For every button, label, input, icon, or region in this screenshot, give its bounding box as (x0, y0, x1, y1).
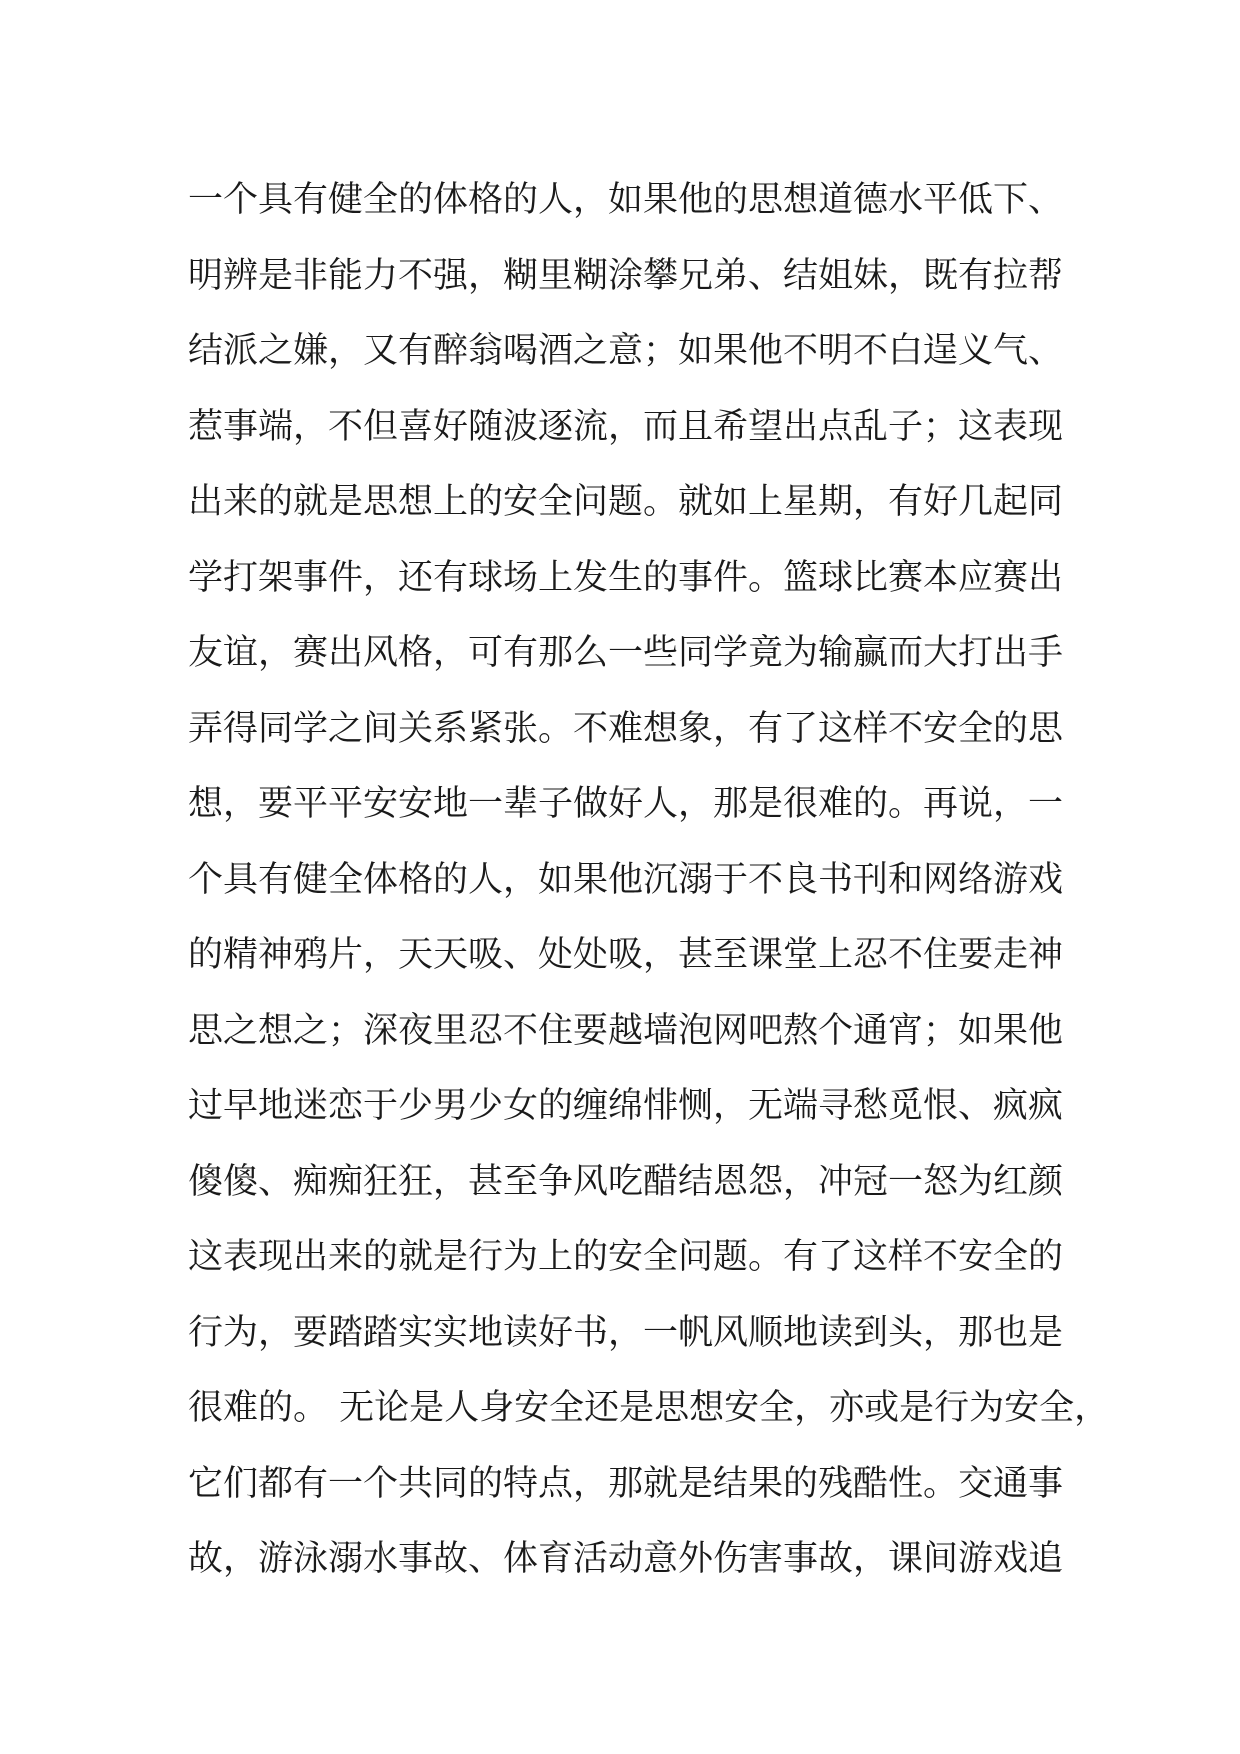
text-line: 傻傻、痴痴狂狂，甚至争风吃醋结恩怨，冲冠一怒为红颜 (188, 1161, 1064, 1202)
body-text (188, 163, 1110, 1598)
text-line: 故，游泳溺水事故、体育活动意外伤害事故，课间游戏追 (188, 1539, 1064, 1579)
text-line: 的精神鸦片，天天吸、处处吸，甚至课堂上忍不住要走神 (188, 935, 1064, 975)
text-line: 弄得同学之间关系紧张。不难想象，有了这样不安全的思 (188, 708, 1064, 749)
text-line: 行为，要踏踏实实地读好书，一帆风顺地读到头，那也是 (188, 1312, 1064, 1353)
text-line: 想，要平平安安地一辈子做好人，那是很难的。再说，一 (188, 784, 1064, 824)
text-line: 出来的就是思想上的安全问题。就如上星期，有好几起同 (188, 482, 1064, 522)
text-line: 惹事端，不但喜好随波逐流，而且希望出点乱子；这表现 (188, 406, 1064, 447)
text-line: 个具有健全体格的人，如果他沉溺于不良书刊和网络游戏 (188, 859, 1064, 900)
text-line: 学打架事件，还有球场上发生的事件。篮球比赛本应赛出 (188, 557, 1064, 598)
text-line: 这表现出来的就是行为上的安全问题。有了这样不安全的 (188, 1237, 1064, 1277)
text-line: 它们都有一个共同的特点，那就是结果的残酷性。交通事 (188, 1463, 1064, 1504)
text-line: 很难的。 无论是人身安全还是思想安全，亦或是行为安全， (188, 1388, 1110, 1428)
text-line: 友谊，赛出风格，可有那么一些同学竟为输赢而大打出手 (188, 633, 1064, 673)
text-line: 思之想之；深夜里忍不住要越墙泡网吧熬个通宵；如果他 (188, 1010, 1064, 1051)
text-line: 结派之嫌，又有醉翁喝酒之意；如果他不明不白逞义气、 (188, 331, 1064, 371)
text-line: 过早地迷恋于少男少女的缠绵悱恻，无端寻愁觅恨、疯疯 (188, 1086, 1064, 1126)
text-line: 明辨是非能力不强，糊里糊涂攀兄弟、结姐妹，既有拉帮 (188, 255, 1064, 296)
text-line: 一个具有健全的体格的人，如果他的思想道德水平低下、 (188, 180, 1064, 220)
